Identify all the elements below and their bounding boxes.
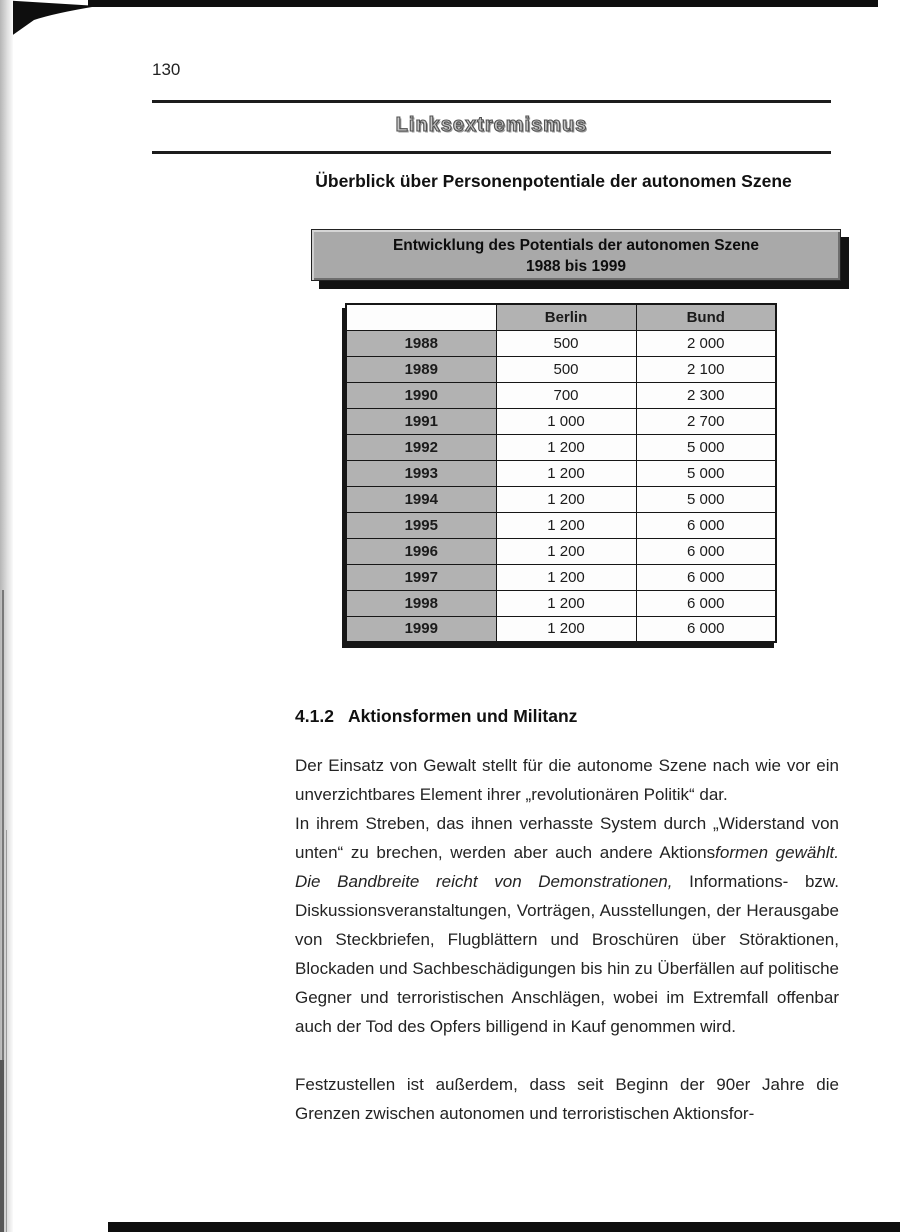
year-cell: 1991 bbox=[346, 408, 496, 434]
paragraph-2-end: Informations- bzw. Diskussionsveranstaltungen, Vorträgen, Ausstellungen, der Herausgabe von Steckbriefen, Flugblättern und Broschüren über Störaktionen, Blockaden und Sachbeschädigungen bis hin zu Überfällen auf politische Gegner und terroristischen Anschlägen, wobei im Extremfall offenbar auch der Tod des Opfers billigend in Kauf genommen wird. bbox=[295, 872, 839, 1036]
year-cell: 1994 bbox=[346, 486, 496, 512]
section-title: Aktionsformen und Militanz bbox=[347, 706, 578, 726]
berlin-cell: 500 bbox=[496, 330, 636, 356]
page-number: 130 bbox=[152, 60, 181, 79]
berlin-cell: 700 bbox=[496, 382, 636, 408]
bund-cell: 2 700 bbox=[636, 408, 776, 434]
year-cell: 1992 bbox=[346, 434, 496, 460]
berlin-cell: 1 200 bbox=[496, 590, 636, 616]
paragraph-3: Festzustellen ist außerdem, dass seit Beginn der 90er Jahre die Grenzen zwischen autonomen und terroristischen Aktionsfor- bbox=[295, 1075, 839, 1123]
bund-cell: 6 000 bbox=[636, 512, 776, 538]
table-row bbox=[346, 460, 776, 486]
year-cell: 1996 bbox=[346, 538, 496, 564]
bund-cell: 5 000 bbox=[636, 486, 776, 512]
scan-artifact-bottom-edge bbox=[108, 1222, 900, 1232]
table-row bbox=[346, 486, 776, 512]
column-header-berlin: Berlin bbox=[496, 304, 636, 330]
table-row bbox=[346, 590, 776, 616]
potential-table bbox=[345, 303, 777, 643]
year-cell: 1997 bbox=[346, 564, 496, 590]
berlin-cell: 500 bbox=[496, 356, 636, 382]
header-rule-bottom bbox=[152, 151, 831, 154]
year-cell: 1993 bbox=[346, 460, 496, 486]
bund-cell: 2 100 bbox=[636, 356, 776, 382]
berlin-cell: 1 200 bbox=[496, 616, 636, 642]
table-header-row bbox=[346, 304, 776, 330]
header-rule-top bbox=[152, 100, 831, 103]
table-row bbox=[346, 616, 776, 642]
body-text bbox=[295, 751, 839, 1128]
table-row bbox=[346, 512, 776, 538]
bund-cell: 6 000 bbox=[636, 590, 776, 616]
year-cell: 1995 bbox=[346, 512, 496, 538]
berlin-cell: 1 200 bbox=[496, 564, 636, 590]
table-title-box bbox=[311, 229, 841, 281]
berlin-cell: 1 200 bbox=[496, 434, 636, 460]
bund-cell: 6 000 bbox=[636, 538, 776, 564]
table-title-line1: Entwicklung des Potentials der autonomen Szene bbox=[392, 237, 760, 254]
table-title-line2: 1988 bis 1999 bbox=[526, 258, 626, 275]
paragraph-2-emphasis: formen gewählt. Die Bandbreite reicht von Demonstrationen, bbox=[295, 843, 840, 891]
table-row bbox=[346, 382, 776, 408]
year-cell: 1989 bbox=[346, 356, 496, 382]
table-row bbox=[346, 434, 776, 460]
year-cell: 1998 bbox=[346, 590, 496, 616]
scan-artifact-corner-fold bbox=[0, 0, 104, 46]
table-corner-cell bbox=[346, 304, 496, 330]
bund-cell: 5 000 bbox=[636, 434, 776, 460]
bund-cell: 5 000 bbox=[636, 460, 776, 486]
table-row bbox=[346, 408, 776, 434]
bund-cell: 6 000 bbox=[636, 564, 776, 590]
table-row bbox=[346, 538, 776, 564]
year-cell: 1990 bbox=[346, 382, 496, 408]
berlin-cell: 1 200 bbox=[496, 486, 636, 512]
paragraph-2-start: In ihrem Streben, das ihnen verhasste System durch „Widerstand von unten“ zu brechen, werden aber auch andere Aktions bbox=[295, 814, 839, 862]
paragraph-1: Der Einsatz von Gewalt stellt für die autonome Szene nach wie vor ein unverzichtbares Element ihrer „revolutionären Politik“ dar. bbox=[295, 756, 839, 804]
section-heading bbox=[295, 706, 577, 727]
scan-artifact-left-line bbox=[6, 830, 7, 1232]
scan-artifact-top-edge bbox=[88, 0, 878, 7]
running-header: Linksextremismus bbox=[395, 114, 588, 136]
bund-cell: 2 300 bbox=[636, 382, 776, 408]
table-row bbox=[346, 330, 776, 356]
paragraph-2 bbox=[295, 809, 839, 1041]
page-title: Überblick über Personenpotentiale der autonomen Szene bbox=[315, 171, 792, 191]
berlin-cell: 1 200 bbox=[496, 512, 636, 538]
bund-cell: 6 000 bbox=[636, 616, 776, 642]
scan-artifact-left-line bbox=[0, 1060, 4, 1232]
section-number: 4.1.2 bbox=[295, 706, 334, 726]
berlin-cell: 1 200 bbox=[496, 460, 636, 486]
column-header-bund: Bund bbox=[636, 304, 776, 330]
bund-cell: 2 000 bbox=[636, 330, 776, 356]
year-cell: 1988 bbox=[346, 330, 496, 356]
berlin-cell: 1 000 bbox=[496, 408, 636, 434]
year-cell: 1999 bbox=[346, 616, 496, 642]
table-row bbox=[346, 564, 776, 590]
table-row bbox=[346, 356, 776, 382]
berlin-cell: 1 200 bbox=[496, 538, 636, 564]
